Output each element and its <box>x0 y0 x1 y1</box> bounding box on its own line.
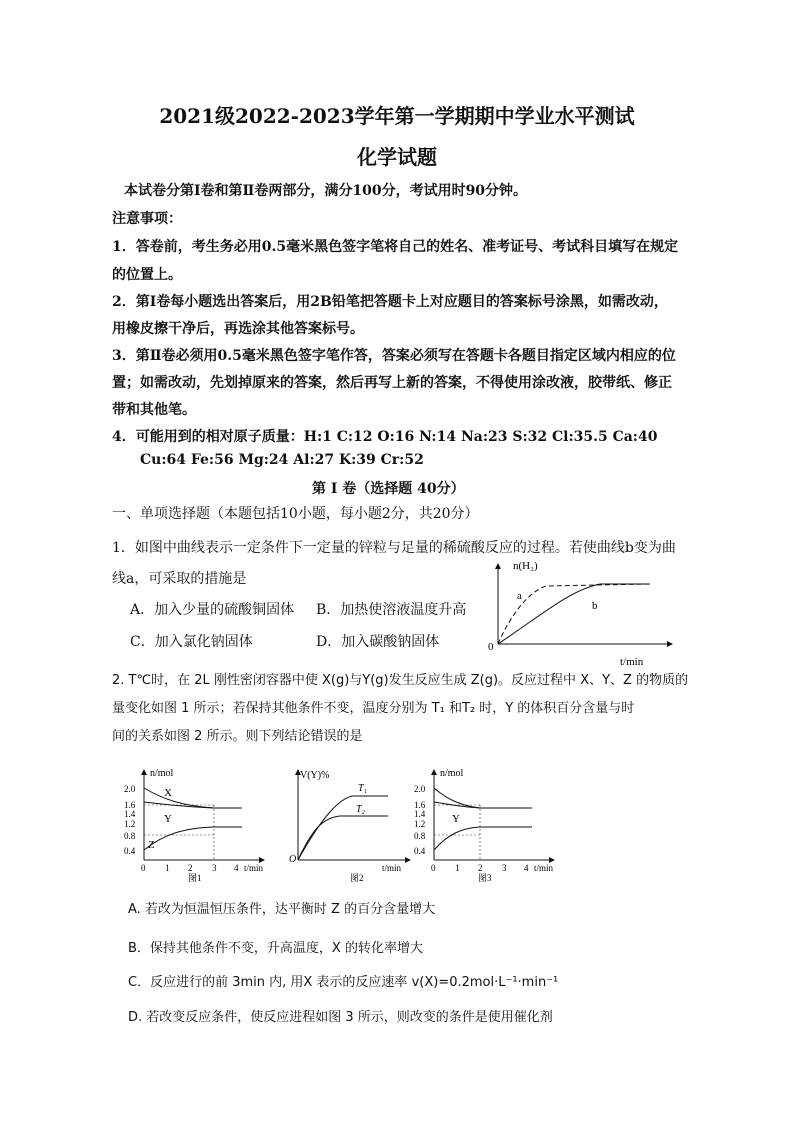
q2-figure-3 <box>414 764 564 882</box>
q2-option-d: D. 若改变反应条件，使反应进程如图 3 所示，则改变的条件是使用催化剂 <box>128 1010 553 1025</box>
fig1-label-y: Y <box>164 813 172 825</box>
q1-stem-line-1: 1．如图中曲线表示一定条件下一定量的锌粒与足量的稀硫酸反应的过程。若使曲线b变为曲 <box>112 540 676 556</box>
fig3-xlabel: t/min <box>534 863 554 873</box>
notice-4-line-2: Cu:64 Fe:56 Mg:24 Al:27 K:39 Cr:52 <box>140 452 424 468</box>
notice-heading: 注意事项： <box>112 211 182 227</box>
q1-label-a: a <box>517 590 522 602</box>
notice-4-line-1: 4．可能用到的相对原子质量：H:1 C:12 O:16 N:14 Na:23 S:32 Cl:35.5 Ca:40 <box>112 429 658 445</box>
q2-stem-line-1: 2. T℃时，在 2L 刚性密闭容器中使 X(g)与Y(g)发生反应生成 Z(g)。反应过程中 X、Y、Z 的物质的 <box>112 673 689 688</box>
q1-origin: 0 <box>488 641 494 653</box>
part-one-heading: 一、单项选择题（本题包括10小题，每小题2分，共20分） <box>112 506 479 522</box>
fig2-caption: 图2 <box>350 873 364 882</box>
fig3-xtick-3: 3 <box>502 863 507 873</box>
q2-figure-1 <box>124 764 274 882</box>
fig3-ytick-0.8: 0.8 <box>414 831 426 841</box>
fig3-ytick-1.4: 1.4 <box>414 809 426 819</box>
fig1-xtick-2: 2 <box>188 863 193 873</box>
exam-title: 2021级2022-2023学年第一学期期中学业水平测试 <box>159 104 635 128</box>
fig3-xtick-2: 2 <box>478 863 483 873</box>
fig2-origin: O <box>289 854 297 865</box>
fig2-label-t1: T₁ <box>358 783 368 794</box>
q1-stem-line-2: 线a，可采取的措施是 <box>112 571 247 587</box>
fig3-ytick-2.0: 2.0 <box>414 784 426 794</box>
q1-option-a: A．加入少量的硫酸铜固体 <box>130 602 295 618</box>
fig1-xtick-0: 0 <box>141 863 146 873</box>
fig3-xtick-0: 0 <box>431 863 436 873</box>
intro-text: 本试卷分第Ⅰ卷和第Ⅱ卷两部分，满分100分，考试用时90分钟。 <box>124 183 528 199</box>
section-title: 第 Ⅰ 卷（选择题 40分） <box>312 481 465 497</box>
fig2-ylabel: V(Y)% <box>300 770 330 781</box>
fig1-label-z: Z <box>148 839 155 851</box>
fig3-xtick-4: 4 <box>524 863 529 873</box>
fig1-xtick-3: 3 <box>212 863 217 873</box>
fig1-xtick-4: 4 <box>234 863 239 873</box>
q2-option-b: B．保持其他条件不变，升高温度，X 的转化率增大 <box>128 941 423 956</box>
fig1-ytick-2.0: 2.0 <box>124 784 136 794</box>
fig1-ytick-0.4: 0.4 <box>124 846 136 856</box>
notice-1-line-2: 的位置上。 <box>112 267 182 283</box>
q1-option-c: C．加入氯化钠固体 <box>130 634 253 650</box>
fig2-xlabel: t/min <box>382 863 402 873</box>
q2-figure-2 <box>284 764 414 882</box>
fig1-label-x: X <box>164 787 172 799</box>
notice-2-line-1: 2．第Ⅰ卷每小题选出答案后，用2B铅笔把答题卡上对应题目的答案标号涂黑，如需改动， <box>112 294 668 310</box>
fig1-xlabel: t/min <box>244 863 264 873</box>
fig3-caption: 图3 <box>478 873 492 882</box>
fig1-xtick-1: 1 <box>165 863 170 873</box>
exam-subtitle: 化学试题 <box>357 145 437 169</box>
q1-label-b: b <box>592 600 598 612</box>
q2-stem-line-3: 间的关系如图 2 所示。则下列结论错误的是 <box>112 729 363 744</box>
fig2-curve-t1 <box>298 796 388 860</box>
q1-xlabel: t/min <box>620 656 644 668</box>
fig3-ytick-0.4: 0.4 <box>414 846 426 856</box>
q1-option-b: B．加热使溶液温度升高 <box>316 602 467 618</box>
fig1-ytick-1.4: 1.4 <box>124 809 136 819</box>
q1-option-d: D．加入碳酸钠固体 <box>316 634 440 650</box>
fig1-ylabel: n/mol <box>150 768 174 779</box>
fig1-caption: 图1 <box>188 873 202 882</box>
fig1-ytick-1.2: 1.2 <box>124 819 136 829</box>
notice-3-line-3: 带和其他笔。 <box>112 402 196 418</box>
q2-option-c: C．反应进行的前 3min 内, 用X 表示的反应速率 v(X)=0.2mol·L⁻¹·min⁻¹ <box>128 975 559 990</box>
fig3-ylabel: n/mol <box>440 768 464 779</box>
q2-stem-line-2: 量变化如图 1 所示；若保持其他条件不变，温度分别为 T₁ 和T₂ 时，Y 的体积百分含量与时 <box>112 701 635 716</box>
notice-2-line-2: 用橡皮擦干净后，再选涂其他答案标号。 <box>112 321 364 337</box>
fig1-ytick-1.6: 1.6 <box>124 800 136 810</box>
q1-graph <box>480 556 680 672</box>
notice-3-line-2: 置；如需改动，先划掉原来的答案，然后再写上新的答案，不得使用涂改液，胶带纸、修正 <box>112 375 672 391</box>
q2-option-a: A. 若改为恒温恒压条件，达平衡时 Z 的百分含量增大 <box>128 902 436 917</box>
q1-ylabel: n(H₂) <box>513 560 538 572</box>
fig1-ytick-0.8: 0.8 <box>124 831 136 841</box>
notice-1-line-1: 1．答卷前，考生务必用0.5毫米黑色签字笔将自己的姓名、准考证号、考试科目填写在规定 <box>112 239 679 255</box>
fig3-ytick-1.2: 1.2 <box>414 819 426 829</box>
fig3-xtick-1: 1 <box>455 863 460 873</box>
fig2-label-t2: T₂ <box>356 804 366 815</box>
fig3-label-y: Y <box>452 813 460 825</box>
fig3-ytick-1.6: 1.6 <box>414 800 426 810</box>
notice-3-line-1: 3．第Ⅱ卷必须用0.5毫米黑色签字笔作答，答案必须写在答题卡各题目指定区域内相应的位 <box>112 348 676 364</box>
